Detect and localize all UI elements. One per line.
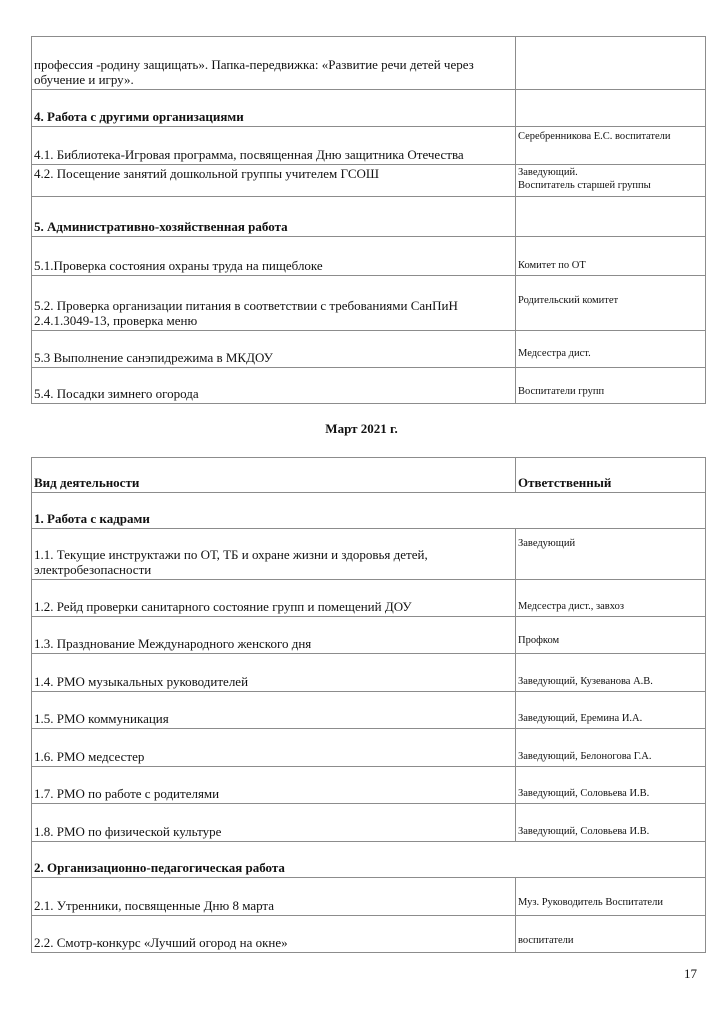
responsible-cell: воспитатели — [516, 916, 706, 953]
activity-cell: 4.1. Библиотека-Игровая программа, посвященная Дню защитника Отечества — [32, 127, 516, 165]
table-row — [32, 237, 706, 276]
section-title: 2. Организационно-педагогическая работа — [32, 842, 706, 878]
activity-cell: 5.2. Проверка организации питания в соответствии с требованиями СанПиН 2.4.1.3049-13, проверка меню — [32, 276, 516, 331]
table-row — [32, 729, 706, 767]
activity-cell: 1.1. Текущие инструктажи по ОТ, ТБ и охране жизни и здоровья детей, электробезопасности — [32, 529, 516, 580]
responsible-cell — [516, 90, 706, 127]
responsible-cell: Заведующий. Воспитатель старшей группы — [516, 165, 706, 197]
section-row — [32, 197, 706, 237]
table-row — [32, 529, 706, 580]
table-row — [32, 878, 706, 916]
responsible-cell: Профком — [516, 617, 706, 654]
table-row — [32, 767, 706, 804]
table-row — [32, 276, 706, 331]
activity-cell: 2.1. Утренники, посвященные Дню 8 марта — [32, 878, 516, 916]
section-row — [32, 842, 706, 878]
activity-cell: 5.1.Проверка состояния охраны труда на пищеблоке — [32, 237, 516, 276]
table-row — [32, 331, 706, 368]
table-row — [32, 37, 706, 90]
activity-cell: 5.3 Выполнение санэпидрежима в МКДОУ — [32, 331, 516, 368]
activity-cell: профессия -родину защищать». Папка-передвижка: «Развитие речи детей через обучение и игру». — [32, 37, 516, 90]
section-row — [32, 90, 706, 127]
table-row — [32, 165, 706, 197]
table-row — [32, 368, 706, 404]
activity-cell: 5.4. Посадки зимнего огорода — [32, 368, 516, 404]
section-title: 1. Работа с кадрами — [32, 493, 706, 529]
table-row — [32, 617, 706, 654]
column-header-responsible: Ответственный — [516, 458, 706, 493]
table-row — [32, 916, 706, 953]
table-row — [32, 692, 706, 729]
responsible-cell: Муз. Руководитель Воспитатели — [516, 878, 706, 916]
responsible-cell: Заведующий — [516, 529, 706, 580]
activity-cell: 1.5. РМО коммуникация — [32, 692, 516, 729]
activity-cell: 1.6. РМО медсестер — [32, 729, 516, 767]
responsible-cell: Серебренникова Е.С. воспитатели — [516, 127, 706, 165]
responsible-cell: Заведующий, Кузеванова А.В. — [516, 654, 706, 692]
activity-cell: 1.7. РМО по работе с родителями — [32, 767, 516, 804]
activity-cell: 1.2. Рейд проверки санитарного состояние групп и помещений ДОУ — [32, 580, 516, 617]
activity-cell: 1.3. Празднование Международного женского дня — [32, 617, 516, 654]
activity-cell: 4.2. Посещение занятий дошкольной группы учителем ГСОШ — [32, 165, 516, 197]
table-row — [32, 580, 706, 617]
month-title: Март 2021 г. — [325, 421, 398, 436]
section-title: 4. Работа с другими организациями — [32, 90, 516, 127]
activity-table-march — [31, 457, 706, 953]
responsible-cell: Заведующий, Белоногова Г.А. — [516, 729, 706, 767]
responsible-cell — [516, 37, 706, 90]
table-row — [32, 654, 706, 692]
section-row — [32, 493, 706, 529]
responsible-cell: Медсестра дист. — [516, 331, 706, 368]
responsible-cell: Заведующий, Соловьева И.В. — [516, 804, 706, 842]
responsible-cell: Заведующий, Еремина И.А. — [516, 692, 706, 729]
responsible-cell: Медсестра дист., завхоз — [516, 580, 706, 617]
page-number: 17 — [684, 966, 697, 981]
header-row — [32, 458, 706, 493]
activity-cell: 2.2. Смотр-конкурс «Лучший огород на окне» — [32, 916, 516, 953]
activity-table-february — [31, 36, 706, 404]
responsible-cell: Воспитатели групп — [516, 368, 706, 404]
table-row — [32, 127, 706, 165]
activity-cell: 1.4. РМО музыкальных руководителей — [32, 654, 516, 692]
activity-cell: 1.8. РМО по физической культуре — [32, 804, 516, 842]
responsible-cell — [516, 197, 706, 237]
section-title: 5. Административно-хозяйственная работа — [32, 197, 516, 237]
responsible-cell: Родительский комитет — [516, 276, 706, 331]
column-header-activity: Вид деятельности — [32, 458, 516, 493]
responsible-cell: Комитет по ОТ — [516, 237, 706, 276]
responsible-cell: Заведующий, Соловьева И.В. — [516, 767, 706, 804]
table-row — [32, 804, 706, 842]
